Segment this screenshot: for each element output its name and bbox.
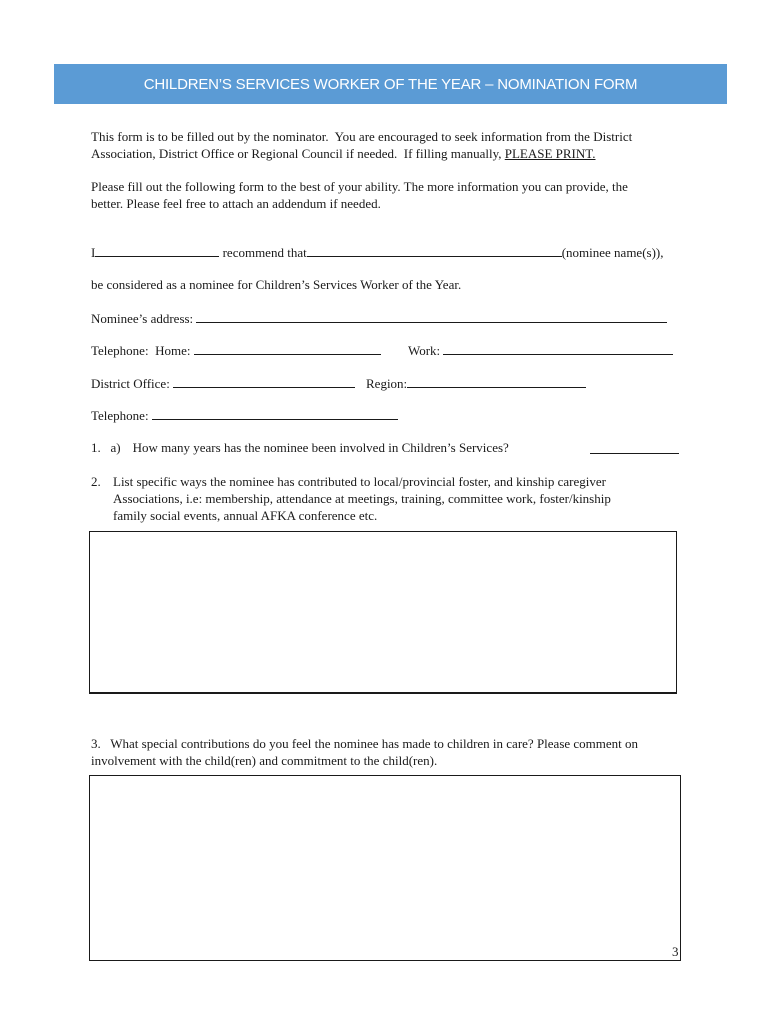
recommend-middle: recommend that [219,245,307,260]
question-3-answer-box[interactable] [89,775,681,961]
question-1-text: How many years has the nominee been involved in Children’s Services? [132,440,509,455]
question-2-line-3: family social events, annual AFKA conference etc. [113,508,378,523]
question-2-number: 2. [91,474,101,489]
page-number: 3 [672,944,679,959]
question-1 [91,439,509,456]
recommend-line [91,244,664,261]
telephone-home-row [91,342,381,359]
telephone-field[interactable] [152,407,398,420]
form-title-banner [54,64,727,104]
question-2-answer-box[interactable] [89,531,677,694]
intro-line-2-text: Association, District Office or Regional Council if needed. If filling manually, [91,146,505,161]
region-label: Region: [366,376,408,391]
recommend-suffix: (nominee name(s)), [561,245,664,260]
considered-line: be considered as a nominee for Children’s Services Worker of the Year. [91,277,462,292]
nominee-name-field[interactable] [307,244,562,257]
question-3-line-2: involvement with the child(ren) and commitment to the child(ren). [91,753,438,768]
district-office-row [91,375,355,392]
work-label: Work: [408,343,444,358]
address-row [91,310,667,327]
intro-line-1: This form is to be filled out by the nominator. You are encouraged to seek information from the District [91,129,633,144]
question-3-line-1: 3. What special contributions do you feel the nominee has made to children in care? Please comment on [91,736,639,751]
question-2-line-1: List specific ways the nominee has contributed to local/provincial foster, and kinship caregiver [113,474,606,489]
intro-line-2 [91,145,596,162]
please-print-note: PLEASE PRINT. [504,146,596,161]
work-phone-row [408,342,673,359]
home-phone-field[interactable] [194,342,381,355]
form-title: CHILDREN’S SERVICES WORKER OF THE YEAR – NOMINATION FORM [143,75,638,93]
work-phone-field[interactable] [443,342,673,355]
question-1-number: 1. a) [91,440,121,455]
district-office-field[interactable] [173,375,355,388]
region-row [366,375,586,392]
nominator-name-field[interactable] [95,244,219,257]
region-field[interactable] [407,375,586,388]
telephone-home-label: Telephone: Home: [91,343,194,358]
instructions-line-2: better. Please feel free to attach an addendum if needed. [91,196,381,211]
recommend-prefix: I [91,245,96,260]
district-office-label: District Office: [91,376,174,391]
telephone-row [91,407,398,424]
address-label: Nominee’s address: [91,311,197,326]
instructions-line-1: Please fill out the following form to the best of your ability. The more information you can provide, the [91,179,628,194]
telephone-label: Telephone: [91,408,152,423]
question-2-line-2: Associations, i.e: membership, attendance at meetings, training, committee work, foster/kinship [113,491,611,506]
years-involved-field[interactable] [590,441,679,454]
nominee-address-field[interactable] [196,310,667,323]
